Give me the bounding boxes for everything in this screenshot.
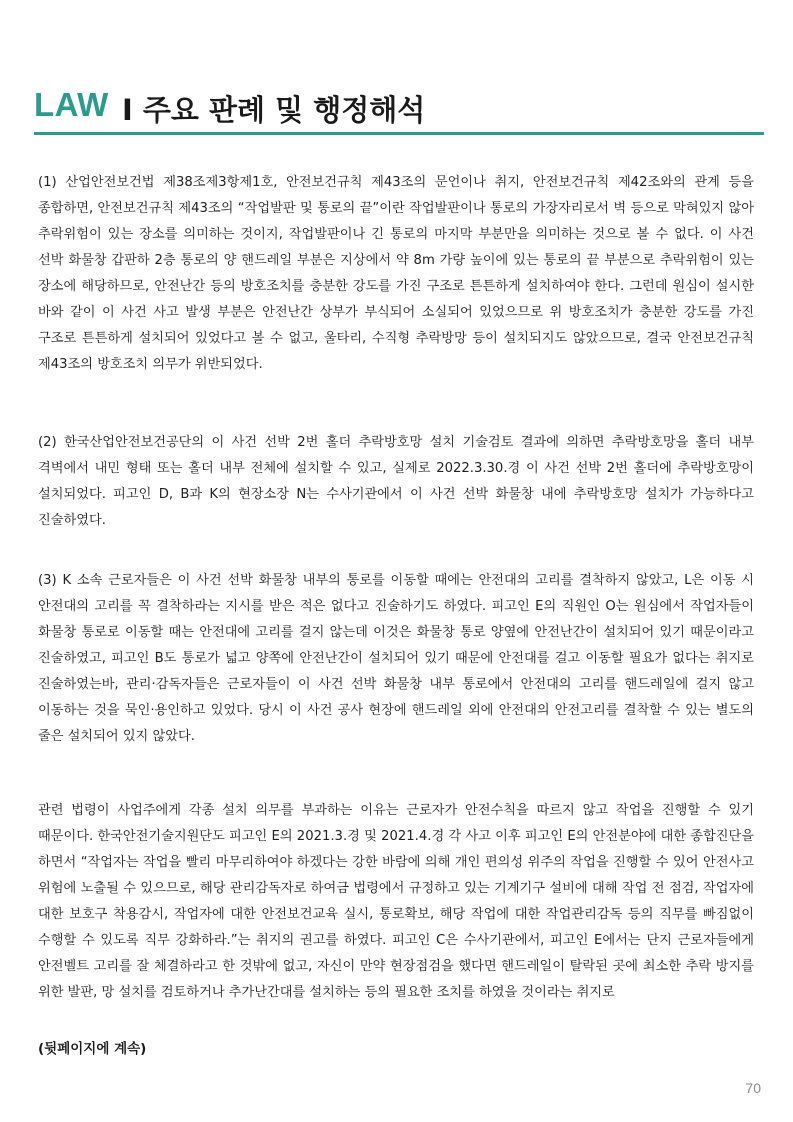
paragraph-1: (1) 산업안전보건법 제38조제3항제1호, 안전보건규칙 제43조의 문언이나 취지, 안전보건규칙 제42조와의 관계 등을 종합하면, 안전보건규칙 제43조의 “작업발판 및 통로의 끝”이란 작업발판이나 통로의 가장자리로서 벽 등으로 막혀있지 않아 추락위험이 있는 장소를 의미하는 것이지, 작업발판이나 긴 통로의 마지막 부분만을 의미하는 것으로 볼 수 없다. 이 사건 선박 화물창 갑판하 2층 통로의 양 핸드레일 부분은 지상에서 약 8m 가량 높이에 있는 통로의 끝 부분으로 추락위험이 있는 장소에 해당하므로, 안전난간 등의 방호조치를 충분한 강도를 가진 구조로 튼튼하게 설치하여야 한다. 그런데 원심이 설시한 바와 같이 이 사건 사고 발생 부분은 안전난간 상부가 부식되어 소실되어 있었으므로 위 방호조치가 충분한 강도를 가진 구조로 튼튼하게 설치되어 있었다고 볼 수 없고, 울타리, 수직형 추락방망 등이 설치되지도 않았으므로, 결국 안전보건규칙 제43조의 방호조치 의무가 위반되었다. [38, 175, 754, 372]
law-label: LAW [34, 86, 109, 123]
paragraph-3: (3) K 소속 근로자들은 이 사건 선박 화물창 내부의 통로를 이동할 때에는 안전대의 고리를 결착하지 않았고, L은 이동 시 안전대의 고리를 꼭 결착하라는 지시를 받은 적은 없다고 진술하기도 하였다. 피고인 E의 직원인 O는 원심에서 작업자들이 화물창 통로로 이동할 때는 안전대에 고리를 걸지 않는데 이것은 화물창 통로 양옆에 안전난간이 설치되어 있기 때문이라고 진술하였고, 피고인 B도 통로가 넓고 양쪽에 안전난간이 설치되어 있기 때문에 안전대를 걸고 이동할 필요가 없다는 취지로 진술하였는바, 관리·감독자들은 근로자들이 이 사건 선박 화물창 내부 통로에서 안전대의 고리를 핸드레일에 걸지 않고 이동하는 것을 묵인·용인하고 있었다. 당시 이 사건 공사 현장에 핸드레일 외에 안전대의 안전고리를 결착할 수 있는 별도의 줄은 설치되어 있지 않았다. [38, 573, 754, 744]
page-number: 70 [745, 1080, 761, 1096]
paragraph-2: (2) 한국산업안전보건공단의 이 사건 선박 2번 홀더 추락방호망 설치 기술검토 결과에 의하면 추락방호망을 홀더 내부 격벽에서 내민 형태 또는 홀더 내부 전체에 설치할 수 있고, 실제로 2022.3.30.경 이 사건 선박 2번 홀더에 추락방호망이 설치되었다. 피고인 D, B과 K의 현장소장 N는 수사기관에서 이 사건 선박 화물창 내에 추락방호망 설치가 가능하다고 진술하였다. [38, 435, 754, 528]
page-header [34, 86, 764, 134]
header-divider [34, 132, 764, 135]
continued-note: (뒷페이지에 계속) [38, 1041, 147, 1057]
page-title: I 주요 판례 및 행정해석 [122, 93, 426, 127]
paragraph-4: 관련 법령이 사업주에게 각종 설치 의무를 부과하는 이유는 근로자가 안전수칙을 따르지 않고 작업을 진행할 수 있기 때문이다. 한국안전기술지원단도 피고인 E의 2021.3.경 및 2021.4.경 각 사고 이후 피고인 E의 안전분야에 대한 종합진단을 하면서 “작업자는 작업을 빨리 마무리하여야 하겠다는 강한 바람에 의해 개인 편의성 위주의 작업을 진행할 수 있어 안전사고 위험에 노출될 수 있으므로, 해당 관리감독자로 하여금 법령에서 규정하고 있는 기계기구 설비에 대해 작업 전 점검, 작업자에 대한 보호구 착용감시, 작업자에 대한 안전보건교육 실시, 통로확보, 해당 작업에 대한 작업관리감독 등의 직무를 빠짐없이 수행할 수 있도록 직무 강화하라.”는 취지의 권고를 하였다. 피고인 C은 수사기관에서, 피고인 E에서는 단지 근로자들에게 안전벨트 고리를 잘 체결하라고 한 것밖에 없고, 자신이 만약 현장점검을 했다면 핸드레일이 탈락된 곳에 최소한 추락 방지를 위한 발판, 망 설치를 검토하거나 추가난간대를 설치하는 등의 필요한 조치를 하였을 것이라는 취지로 [38, 803, 754, 1000]
